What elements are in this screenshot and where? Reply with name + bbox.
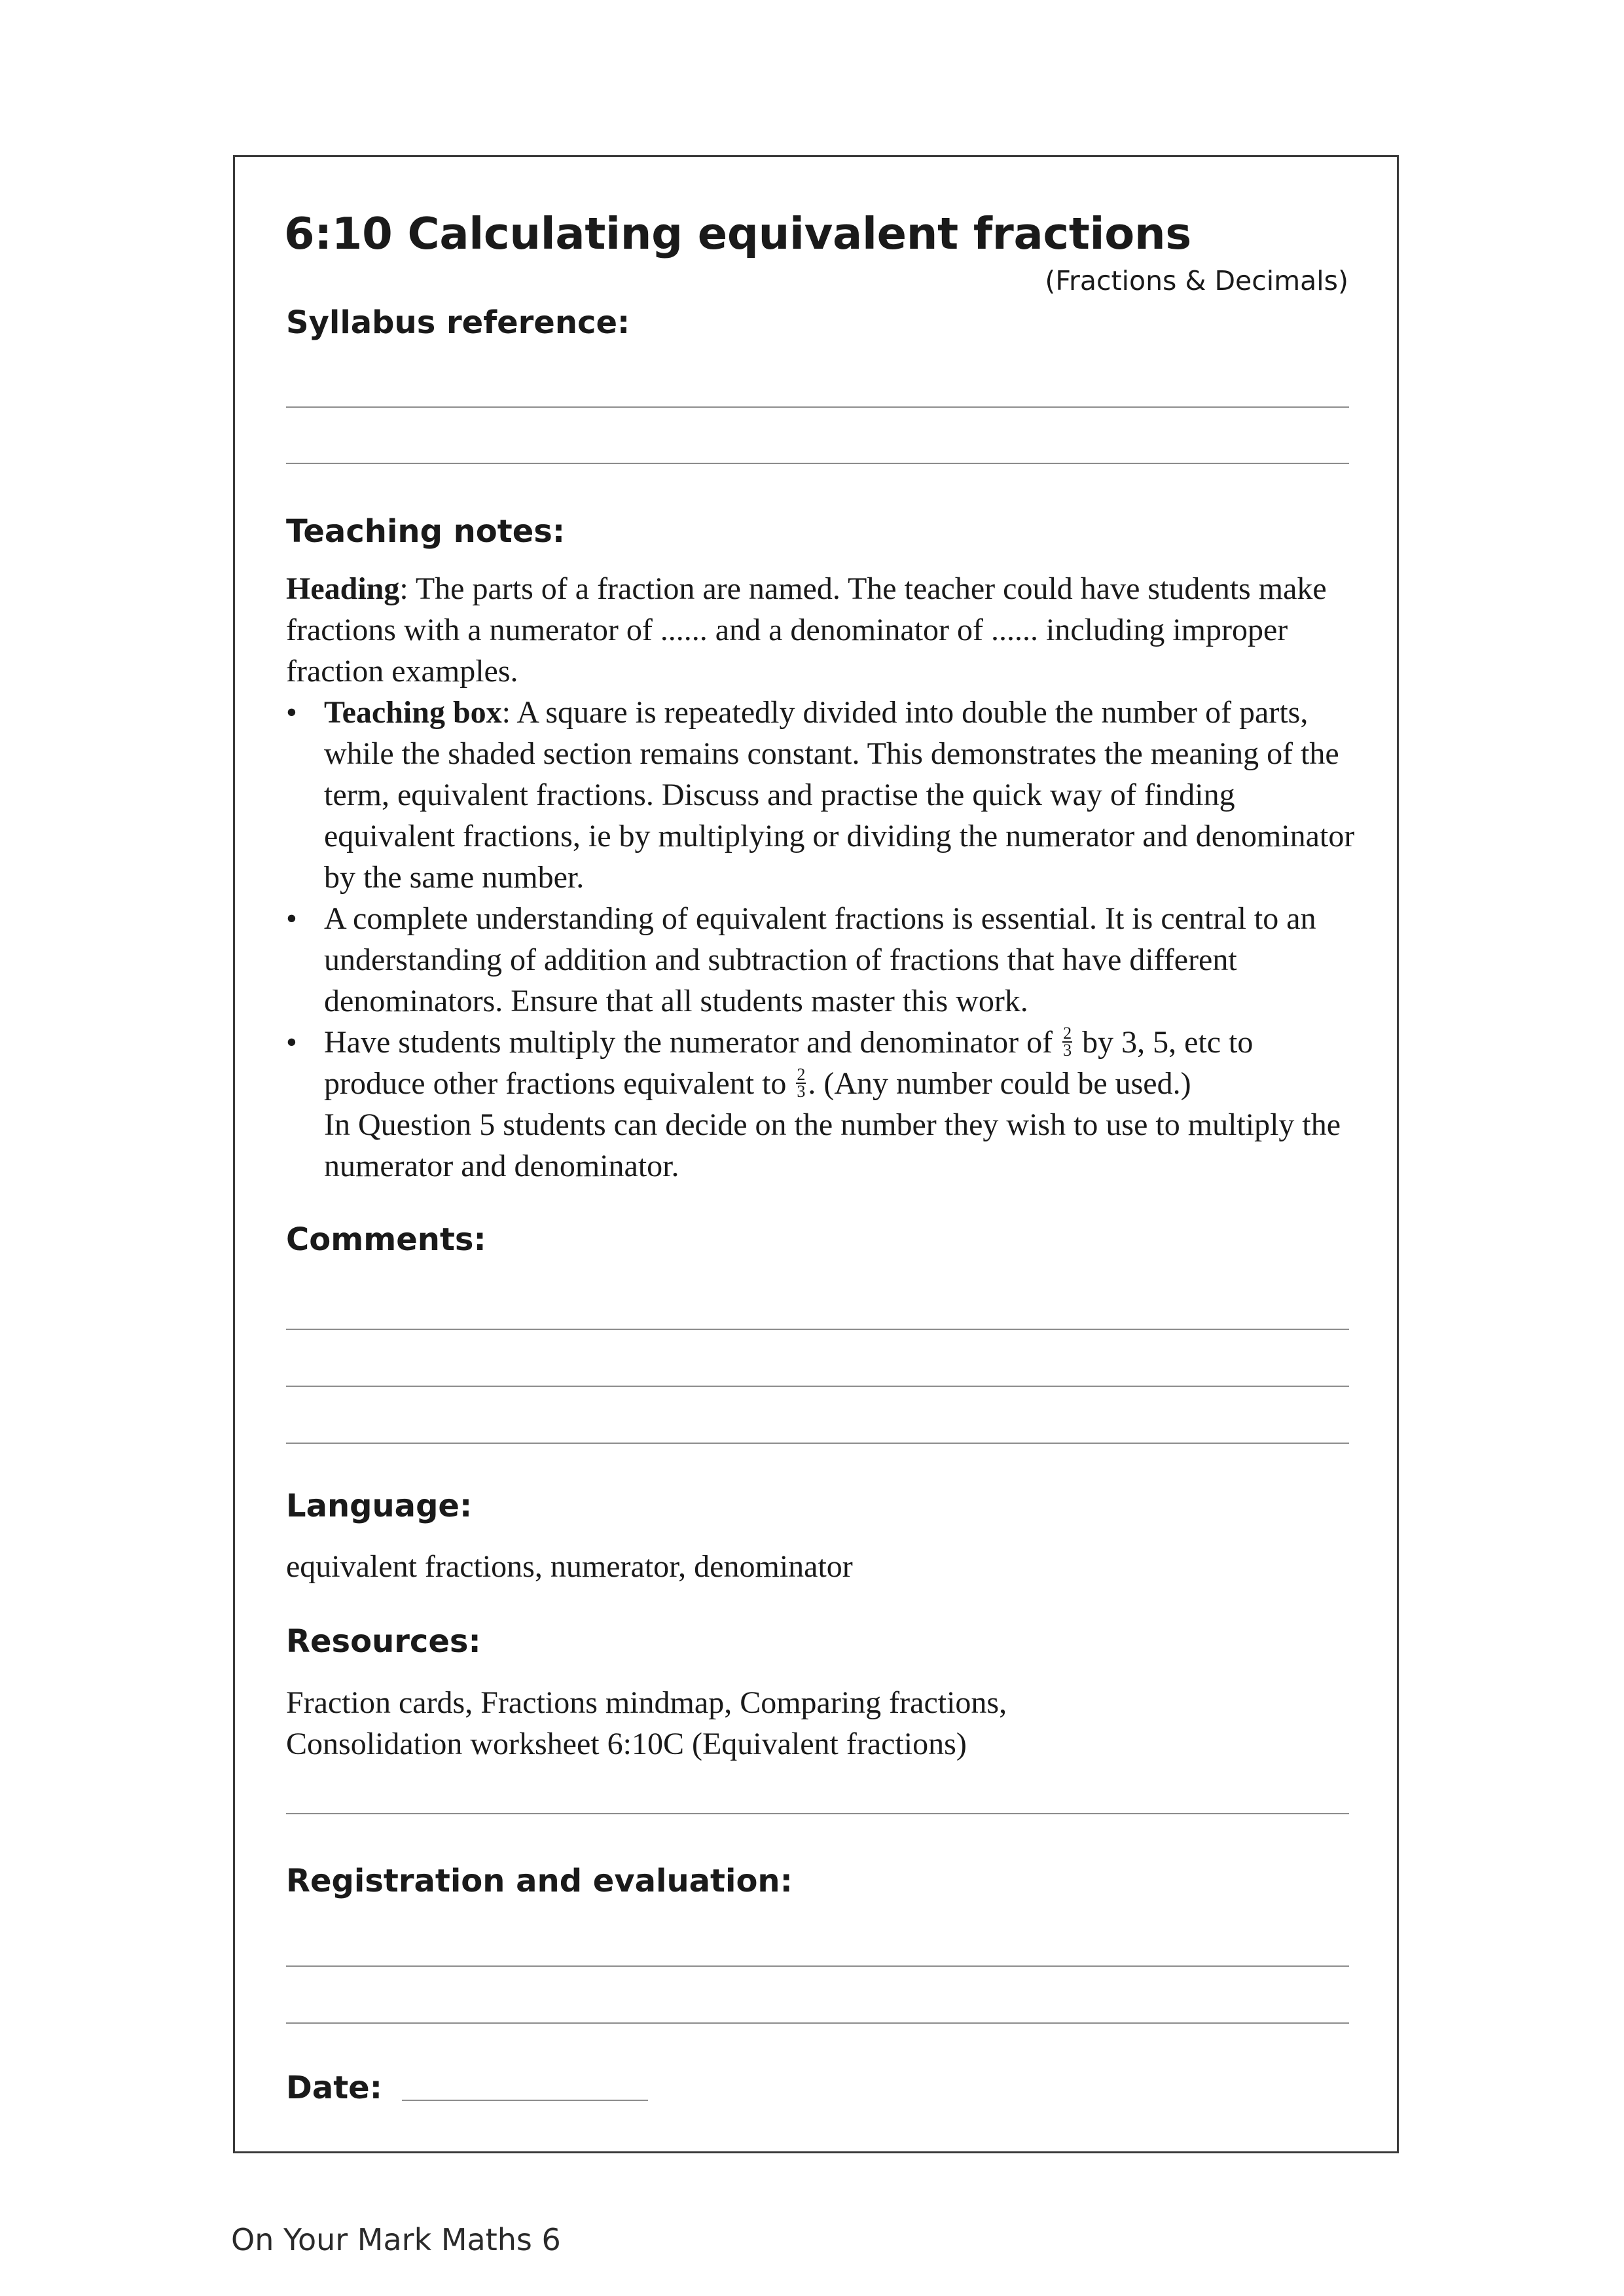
comments-line-1[interactable]	[286, 1329, 1349, 1330]
registration-heading: Registration and evaluation:	[286, 1863, 793, 1899]
intro-label: Heading	[286, 571, 400, 606]
fraction-numerator: 2	[1063, 1023, 1072, 1043]
resources-divider	[286, 1813, 1349, 1814]
registration-line-1[interactable]	[286, 1965, 1349, 1967]
date-heading: Date:	[286, 2070, 382, 2106]
footer-text: On Your Mark Maths 6	[231, 2222, 561, 2257]
fraction-two-thirds	[796, 1064, 806, 1101]
fraction-denominator: 3	[797, 1081, 806, 1101]
resources-heading: Resources:	[286, 1623, 481, 1660]
syllabus-line-2[interactable]	[286, 463, 1349, 464]
bullet1-label: Teaching box	[324, 695, 502, 730]
topic-label: (Fractions & Decimals)	[1045, 265, 1348, 296]
bullet3-part2: by 3, 5, etc to produce other fractions equivalent to	[324, 1025, 1254, 1101]
resources-text	[286, 1682, 1360, 1765]
language-text: equivalent fractions, numerator, denominator	[286, 1549, 853, 1584]
page-title: 6:10 Calculating equivalent fractions	[284, 208, 1191, 259]
language-heading: Language:	[286, 1488, 473, 1524]
fraction-denominator: 3	[1063, 1040, 1072, 1060]
syllabus-line-1[interactable]	[286, 406, 1349, 408]
date-field-line[interactable]	[402, 2100, 648, 2101]
fraction-numerator: 2	[797, 1064, 806, 1084]
list-item	[286, 692, 1360, 898]
list-item	[286, 1022, 1360, 1187]
fraction-two-thirds	[1062, 1023, 1072, 1060]
syllabus-heading: Syllabus reference:	[286, 304, 630, 341]
registration-line-2[interactable]	[286, 2022, 1349, 2024]
resources-line-1: Fraction cards, Fractions mindmap, Comparing fractions,	[286, 1685, 1007, 1720]
bullet-icon: •	[286, 1025, 297, 1060]
teaching-notes-list	[286, 692, 1360, 1187]
bullet-icon: •	[286, 901, 297, 936]
bullet3-part4: In Question 5 students can decide on the number they wish to use to multiply the numerator and denominator.	[324, 1107, 1341, 1183]
bullet3-part1: Have students multiply the numerator and denominator of	[324, 1025, 1053, 1060]
list-item	[286, 898, 1360, 1022]
bullet3-part3: . (Any number could be used.)	[808, 1066, 1191, 1101]
comments-line-3[interactable]	[286, 1443, 1349, 1444]
intro-text: : The parts of a fraction are named. The teacher could have students make fractions with a numerator of ...... and a denominator of ...... including improper fraction examples.	[286, 571, 1327, 689]
bullet2-text: A complete understanding of equivalent fractions is essential. It is central to an understanding of addition and subtraction of fractions that have different denominators. Ensure that all students master this work.	[324, 901, 1316, 1018]
resources-line-2: Consolidation worksheet 6:10C (Equivalent fractions)	[286, 1727, 967, 1761]
bullet-icon: •	[286, 695, 297, 730]
teaching-notes-intro	[286, 568, 1360, 692]
comments-line-2[interactable]	[286, 1386, 1349, 1387]
bullet1-text: : A square is repeatedly divided into double the number of parts, while the shaded section remains constant. This demonstrates the meaning of the term, equivalent fractions. Discuss and practise the quick way of finding equivalent fractions, ie by multiplying or dividing the numerator and denominator by the same number.	[324, 695, 1355, 895]
comments-heading: Comments:	[286, 1221, 486, 1258]
teaching-notes-heading: Teaching notes:	[286, 513, 566, 550]
teaching-notes-body	[286, 568, 1360, 1187]
